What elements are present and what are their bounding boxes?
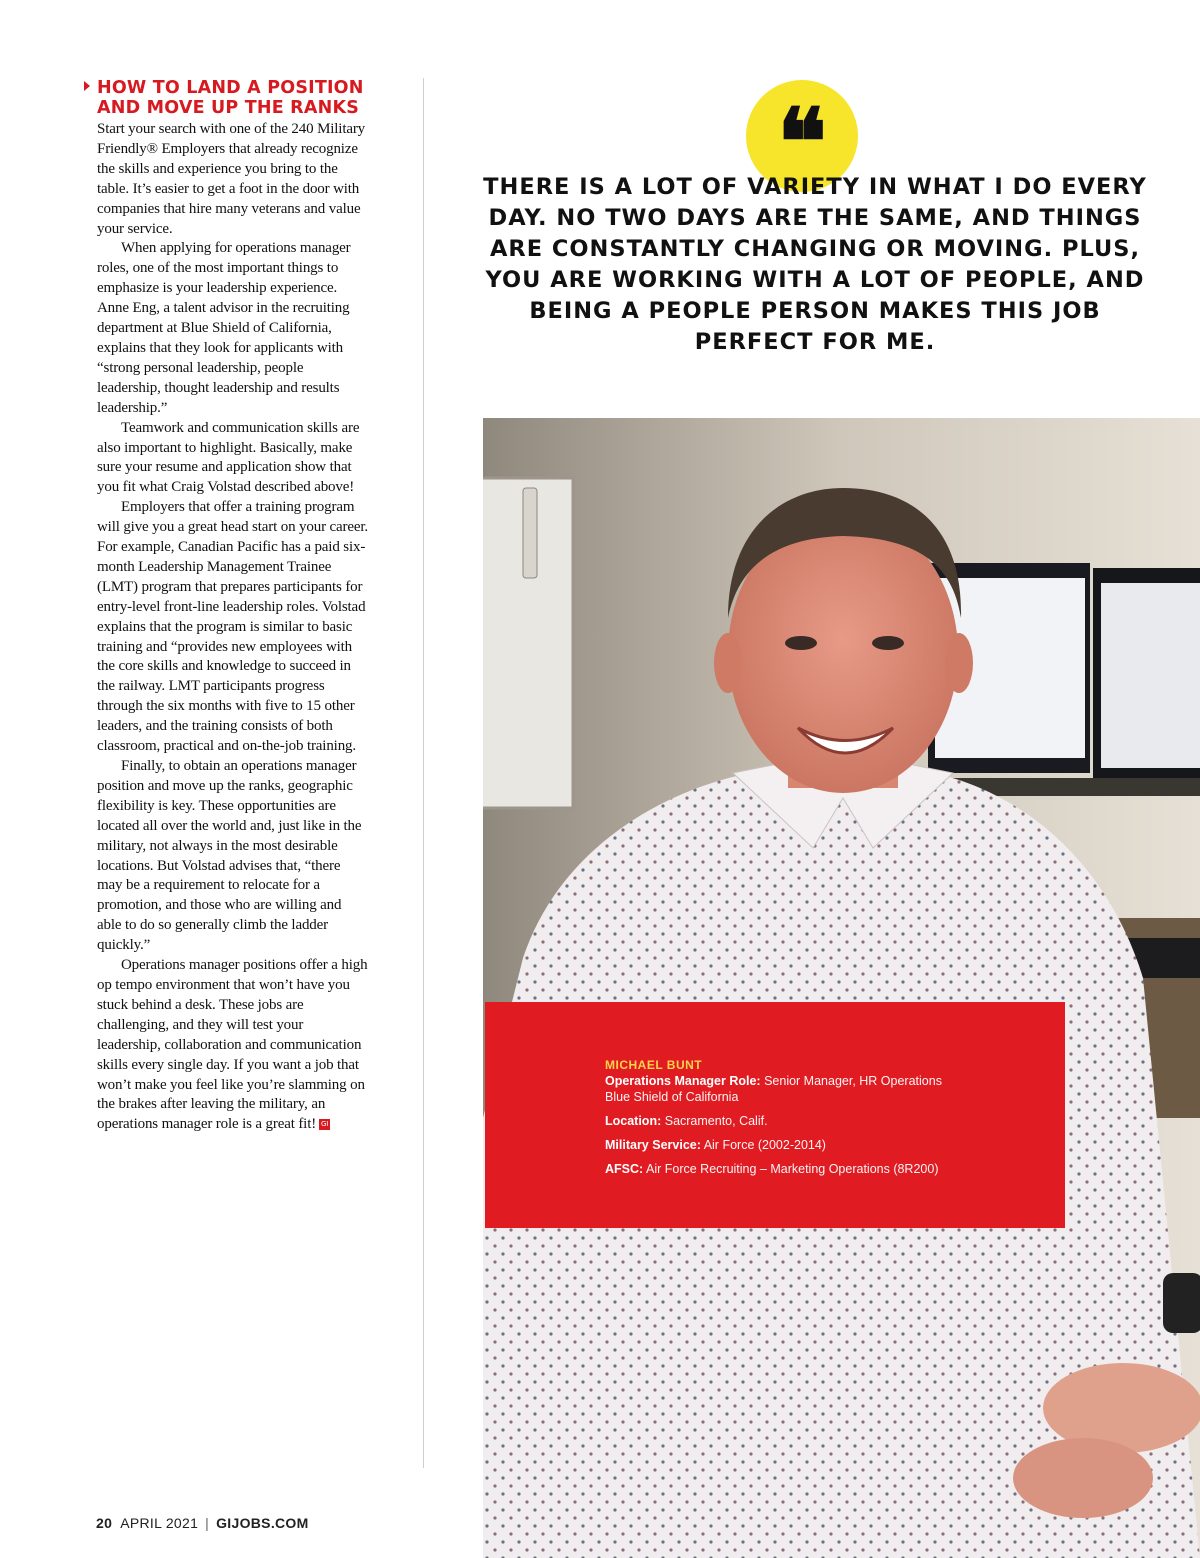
section-heading: HOW TO LAND A POSITION AND MOVE UP THE RANKS — [97, 78, 364, 118]
service-value: Air Force (2002-2014) — [703, 1138, 826, 1152]
profile-location — [605, 1113, 1045, 1129]
paragraph: When applying for operations manager roles, one of the most important things to emphasize is your leadership experience. Anne Eng, a talent advisor in the recruiting department at Blue Shield of California, explains that they look for applicants with “strong personal leadership, people leadership, thought leadership and results leadership.” — [97, 240, 351, 416]
profile-details — [605, 1057, 1045, 1177]
afsc-label: AFSC: — [605, 1162, 644, 1176]
role-label: Operations Manager Role: — [605, 1074, 761, 1088]
profile-name: MICHAEL BUNT — [605, 1058, 703, 1072]
profile-afsc — [605, 1161, 1045, 1177]
profile-role — [605, 1073, 1045, 1089]
paragraph: Finally, to obtain an operations manager position and move up the ranks, geographic flexibility is key. These opportunities are located all over the world and, just like in the military, not always in the most desirable locations. But Volstad advises that, “there may be a requirement to relocate for a promotion, and those who are willing and able to do so generally climb the ladder quickly.” — [97, 758, 362, 954]
site-link[interactable]: GIJOBS.COM — [216, 1515, 309, 1531]
heading-arrow-icon — [84, 81, 90, 91]
location-value: Sacramento, Calif. — [664, 1114, 768, 1128]
profile-company: Blue Shield of California — [605, 1090, 739, 1104]
portrait-photo — [483, 418, 1200, 1558]
location-label: Location: — [605, 1114, 662, 1128]
column-divider — [423, 78, 424, 1468]
page-footer — [96, 1515, 309, 1531]
article-column — [97, 78, 369, 1135]
afsc-value: Air Force Recruiting – Marketing Operations (8R200) — [646, 1162, 939, 1176]
service-label: Military Service: — [605, 1138, 701, 1152]
profile-caption — [485, 1002, 1065, 1228]
pull-quote: THERE IS A LOT OF VARIETY IN WHAT I DO EVERY DAY. NO TWO DAYS ARE THE SAME, AND THINGS ARE CONSTANTLY CHANGING OR MOVING. PLUS, YOU ARE WORKING WITH A LOT OF PEOPLE, AND BEING A PEOPLE PERSON MAKES THIS JOB PERFECT FOR ME. — [483, 174, 1147, 355]
portrait-illustration — [483, 418, 1200, 1558]
paragraph-last — [97, 956, 369, 1135]
role-value: Senior Manager, HR Operations — [764, 1074, 942, 1088]
profile-service — [605, 1137, 1045, 1153]
paragraph: Start your search with one of the 240 Military Friendly® Employers that already recognize the skills and experience you bring to the table. It’s easier to get a foot in the door with companies that hire many veterans and value your service. — [97, 121, 366, 237]
article-body — [97, 120, 369, 1135]
quote-icon: ❝ — [777, 88, 827, 196]
issue-date: APRIL 2021 — [120, 1515, 199, 1531]
footer-separator: | — [205, 1515, 210, 1531]
page-number: 20 — [96, 1515, 113, 1531]
paragraph-text: Operations manager positions offer a high op tempo environment that won’t have you stuck behind a desk. These jobs are challenging, and they will test your leadership, collaboration and communication skills every single day. If you want a job that won’t make you feel like you’re slamming on the brakes after leaving the military, an operations manager role is a great fit! — [97, 957, 368, 1133]
end-mark-icon: GI — [320, 1120, 329, 1129]
paragraph: Teamwork and communication skills are also important to highlight. Basically, make sure your resume and application show that you fit what Craig Volstad described above! — [97, 419, 360, 496]
paragraph: Employers that offer a training program will give you a great head start on your career. For example, Canadian Pacific has a paid six-month Leadership Management Trainee (LMT) program that prepares participants for entry-level front-line leadership roles. Volstad explains that the program is similar to basic training and “provides new employees with the core skills and knowledge to succeed in the railway. LMT participants progress through the six months with five to 15 other leaders, and the training consists of both classroom, practical and on-the-job training. — [97, 499, 369, 755]
